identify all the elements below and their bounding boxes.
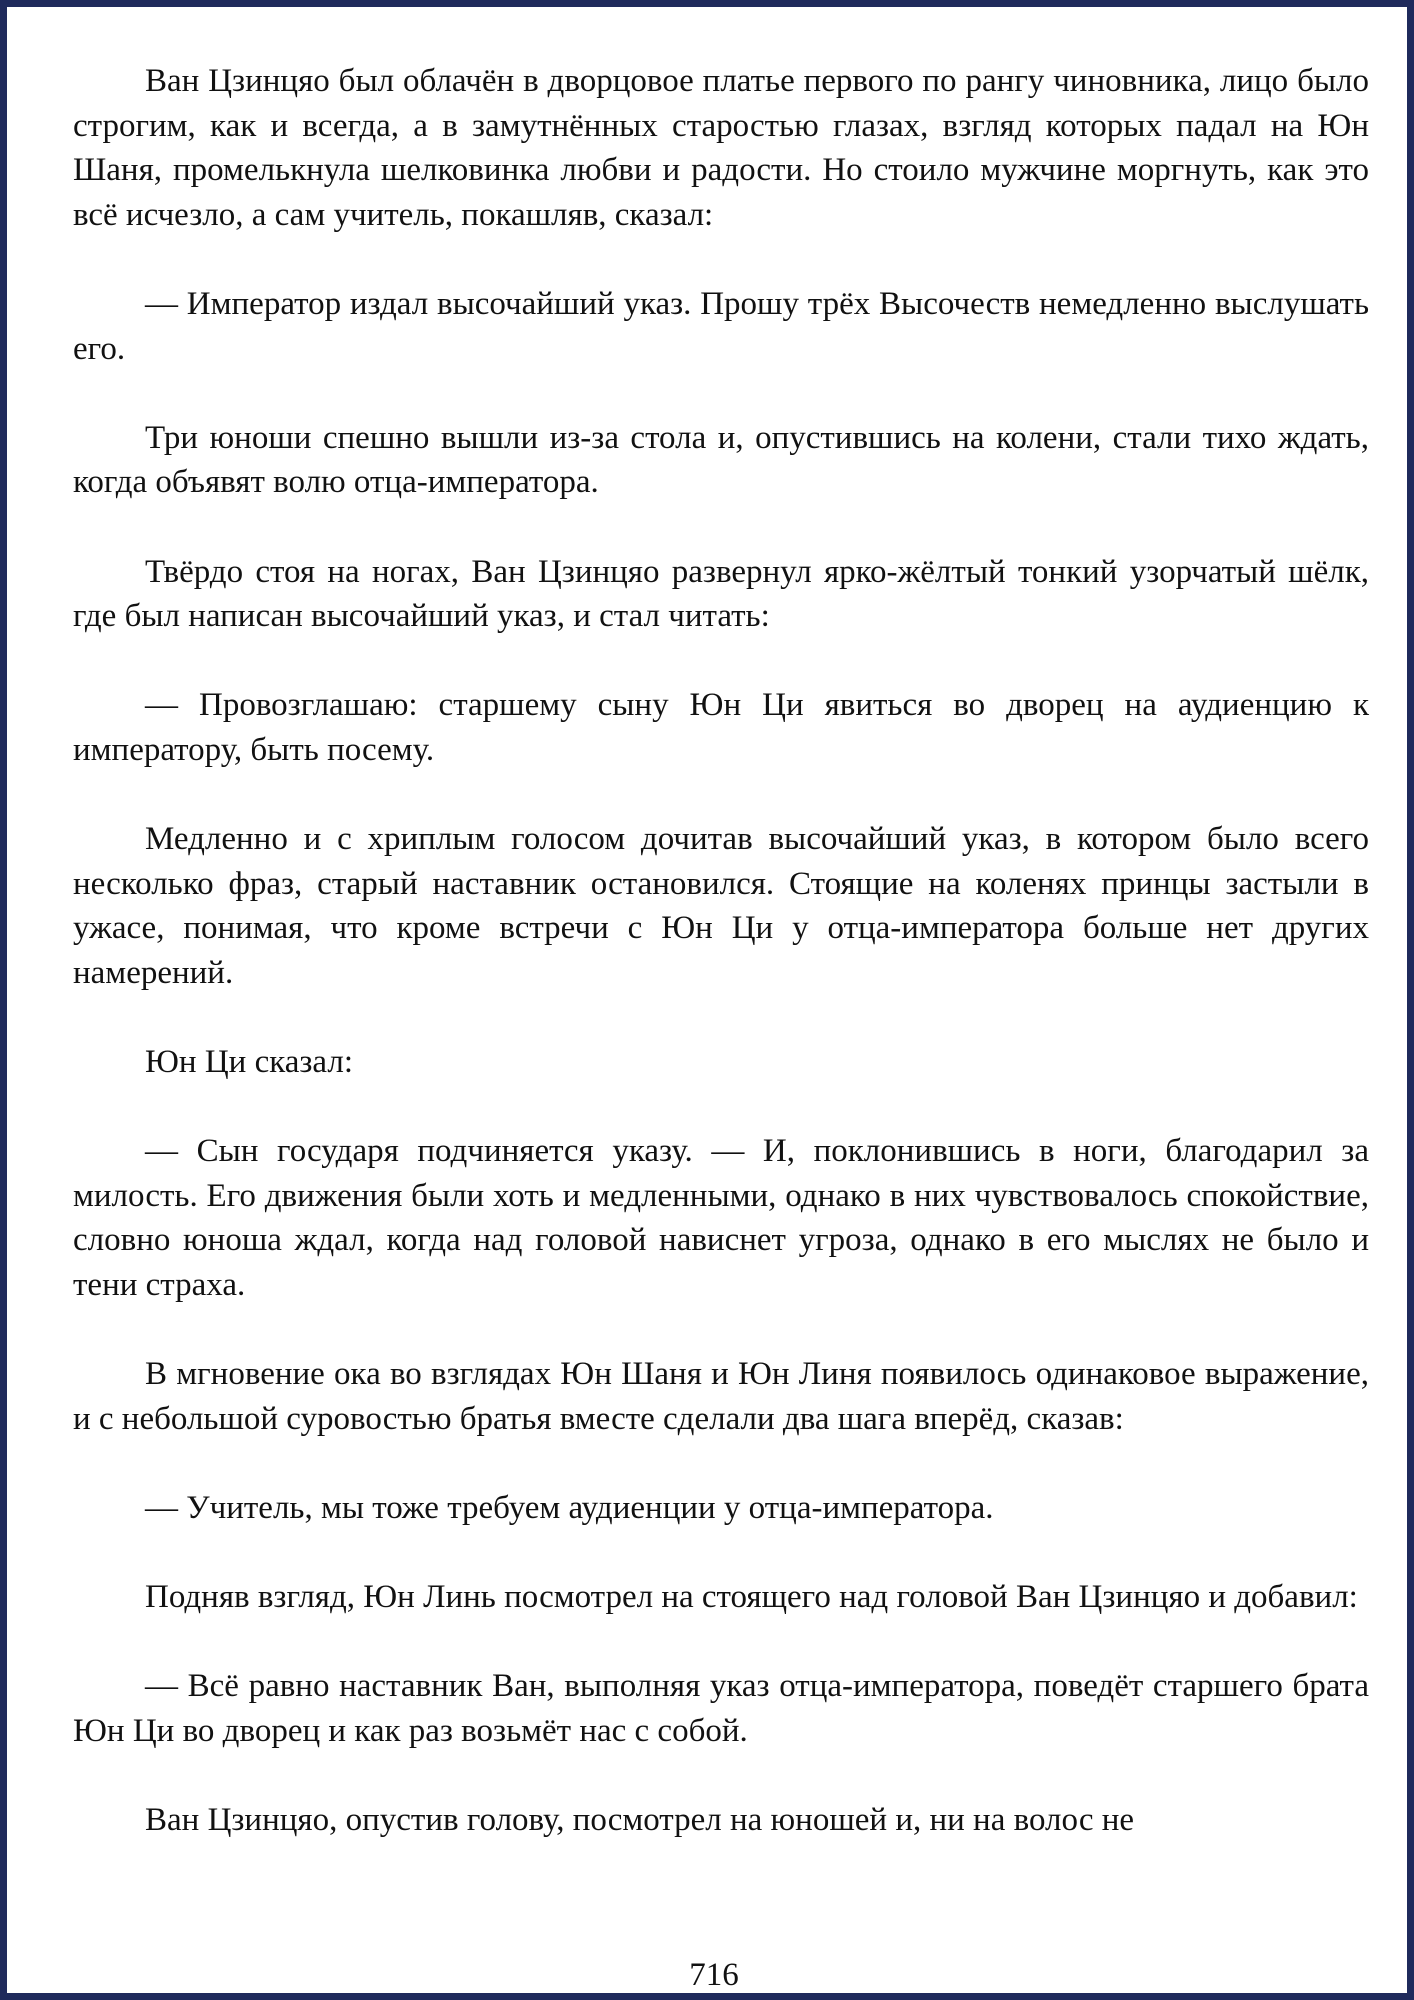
- paragraph-3: Три юноши спешно вышли из-за стола и, опустившись на колени, стали тихо ждать, когда объявят волю отца-императора.: [73, 419, 1369, 501]
- paragraph-10: — Учитель, мы тоже требуем аудиенции у отца-императора.: [145, 1490, 994, 1526]
- paragraph-4: Твёрдо стоя на ногах, Ван Цзинцяо развернул ярко-жёлтый тонкий узорчатый шёлк, где был написан высочайший указ, и стал читать:: [73, 553, 1369, 635]
- paragraph-5: — Провозглашаю: старшему сыну Юн Ци явиться во дворец на аудиенцию к императору, быть посему.: [73, 687, 1369, 768]
- paragraph-6: Медленно и с хриплым голосом дочитав высочайший указ, в котором было всего несколько фраз, старый наставник остановился. Стоящие на коленях принцы застыли в ужасе, понимая, что кроме встречи с Юн Ци у отца-императора больше нет других намерений.: [73, 821, 1369, 991]
- paragraph-1: Ван Цзинцяо был облачён в дворцовое платье первого по рангу чиновника, лицо было строгим, как и всегда, а в замутнённых старостью глазах, взгляд которых падал на Юн Шаня, промелькнула шелковинка любви и радости. Но стоило мужчине моргнуть, как это всё исчезло, а сам учитель, покашляв, сказал:: [73, 63, 1369, 233]
- paragraph-11: Подняв взгляд, Юн Линь посмотрел на стоящего над головой Ван Цзинцяо и добавил:: [145, 1579, 1358, 1616]
- page-text: [73, 59, 1369, 1843]
- paragraph-9: В мгновение ока во взглядах Юн Шаня и Юн Линя появилось одинаковое выражение, и с небольшой суровостью братья вместе сделали два шага вперёд, сказав:: [73, 1356, 1369, 1437]
- paragraph-7: Юн Ци сказал:: [145, 1044, 354, 1081]
- paragraph-13: Ван Цзинцяо, опустив голову, посмотрел на юношей и, ни на волос не: [145, 1802, 1135, 1839]
- paragraph-2: — Император издал высочайший указ. Прошу трёх Высочеств немедленно выслушать его.: [73, 285, 1369, 367]
- paragraph-12: — Всё равно наставник Ван, выполняя указ отца-императора, поведёт старшего брата Юн Ци во дворец и как раз возьмёт нас с собой.: [73, 1668, 1369, 1749]
- page-number: 716: [689, 1957, 739, 1993]
- paragraph-8: — Сын государя подчиняется указу. — И, поклонившись в ноги, благодарил за милость. Его движения были хоть и медленными, однако в них чувствовалось спокойствие, словно юноша ждал, когда над головой нависнет угроза, однако в его мыслях не было и тени страха.: [73, 1133, 1369, 1304]
